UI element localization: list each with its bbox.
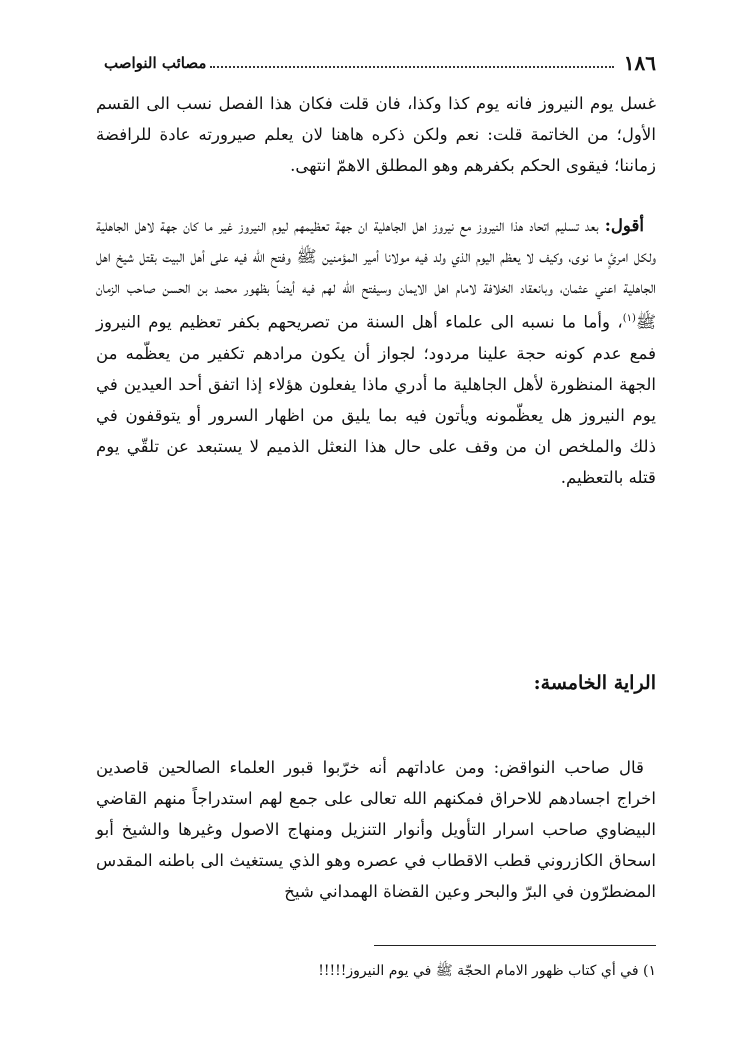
page-number: ١٨٦ xyxy=(623,51,656,75)
book-page xyxy=(96,40,656,1000)
paragraph-3: قال صاحب النواقض: ومن عاداتهم أنه خرّبوا قبور العلماء الصالحين قاصدين اخراج اجسادهم للاحراق فمكنهم الله تعالى على جمع لهم استدراجاً منهم القاضي البيضاوي صاحب اسرار التأويل وأنوار التنزيل ومنهاج الاصول وغيرها والشيخ أبو اسحاق الكازروني قطب الاقطاب في عصره وهو الذي يستغيث الى باطنه المقدس المضطرّون في البرّ والبحر وعين القضاة الهمداني شيخ xyxy=(96,758,657,901)
paragraph-2 xyxy=(96,210,656,493)
section-heading: الراية الخامسة: xyxy=(533,672,656,694)
footnote-reference: (١) xyxy=(622,313,636,324)
footnote-divider xyxy=(374,945,656,946)
paragraph-1: غسل يوم النيروز فانه يوم كذا وكذا، فان قلت فكان هذا الفصل نسب الى القسم الأول؛ من الخاتمة قلت: نعم ولكن ذكره هاهنا لان يعلم صيرورته عادة للرافضة زماننا؛ فيقوى الحكم بكفرهم وهو المطلق الاهمّ انتهى. xyxy=(96,94,656,175)
header-dot-leader xyxy=(210,66,613,68)
paragraph-2-text-b: ، وأما ما نسبه الى علماء أهل السنة من تصريحهم بكفر تعظيم يوم النيروز فمع عدم كونه حجة علينا مردود؛ لجواز أن يكون مرادهم تكفير من يعظّمه من الجهة المنظورة لأهل الجاهلية ما أدري ماذا يفعلون هؤلاء إذا اتفق أحد العيدين في يوم النيروز هل يعظّمونه ويأتون فيه بما يليق من اظهار السرور أو يتوقفون في ذلك والملخص ان من وقف على حال هذا النعثل الذميم لا يستبعد عن تلقّي يوم قتله بالتعظيم. xyxy=(96,312,656,487)
page-header xyxy=(96,48,656,78)
paragraph-2-text-a: بعد تسليم اتحاد هذا النيروز مع نيروز اهل الجاهلية ان جهة تعظيمهم ليوم النيروز غير ما كان جهة لاهل الجاهلية ولكل امرئٍ ما نوى، وكيف لا يعظم اليوم الذي ولد فيه مولانا أمير المؤمنين ﷺ وفتح الله فيه على أهل البيت بقتل شيخ اهل الجاهلية اعني عثمان، وبانعقاد الخلافة لامام اهل الايمان وسيفتح الله لهم فيه أيضاً بظهور محمد بن الحسن صاحب الزمان ﷺ xyxy=(96,216,656,332)
running-title: مصائب النواصب xyxy=(104,54,207,72)
paragraph-2-lead: أقول: xyxy=(604,215,644,235)
footnote: ١) في أي كتاب ظهور الامام الحجّة ﷺ في يوم النيروز!!!!! xyxy=(318,963,656,979)
